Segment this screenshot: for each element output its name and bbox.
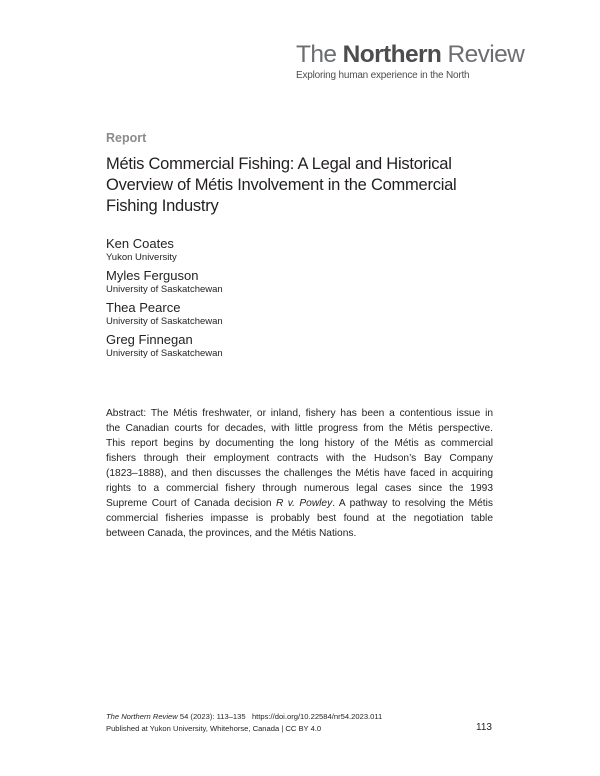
author-entry [106, 300, 406, 328]
journal-masthead [296, 41, 525, 81]
page-number: 113 [476, 722, 492, 733]
author-affiliation: University of Saskatchewan [106, 348, 223, 359]
abstract-line: commercial fisheries impasse is probably best found at the negotiation table [106, 513, 493, 524]
page-footer [106, 711, 493, 735]
abstract-line: Abstract: The Métis freshwater, or inland, fishery has been a contentious issue in [106, 408, 493, 419]
abstract-text: Supreme Court of Canada decision [106, 498, 276, 509]
abstract-text: . A pathway to resolving the Métis [332, 498, 493, 509]
section-label: Report [106, 131, 147, 145]
author-name: Ken Coates [106, 236, 174, 251]
abstract [106, 406, 493, 541]
article-title-line: Overview of Métis Involvement in the Commercial [106, 176, 457, 194]
abstract-line: (1823–1888), and then discusses the challenges the Métis have faced in acquiring [106, 468, 493, 479]
abstract-line [106, 496, 493, 511]
abstract-line: This report begins by documenting the long history of the Métis as commercial [106, 438, 493, 449]
author-affiliation: Yukon University [106, 252, 177, 263]
journal-title-bold: Northern [342, 41, 442, 68]
article-title [106, 154, 486, 217]
author-affiliation: University of Saskatchewan [106, 284, 223, 295]
journal-title [296, 41, 525, 68]
author-affiliation: University of Saskatchewan [106, 316, 223, 327]
citation-line [106, 711, 493, 723]
abstract-line: the Canadian courts for decades, with little progress from the Métis perspective. [106, 423, 493, 434]
author-name: Thea Pearce [106, 300, 181, 315]
abstract-line: fishers through their employment contracts with the Hudson’s Bay Company [106, 453, 493, 464]
journal-tagline: Exploring human experience in the North [296, 70, 470, 81]
doi-link[interactable]: https://doi.org/10.22584/nr54.2023.011 [251, 712, 383, 721]
article-title-line: Fishing Industry [106, 197, 219, 215]
author-list [106, 236, 406, 364]
abstract-line: rights to a commercial fishery through numerous legal cases since the 1993 [106, 483, 493, 494]
journal-title-suffix: Review [441, 41, 525, 68]
journal-title-prefix: The [296, 41, 343, 68]
footer-journal-name: The Northern Review [106, 712, 178, 721]
author-entry [106, 332, 406, 360]
author-entry [106, 268, 406, 296]
footer-citation: 54 (2023): 113–135 [177, 712, 246, 721]
abstract-line: between Canada, the provinces, and the Métis Nations. [106, 528, 357, 539]
author-name: Greg Finnegan [106, 332, 193, 347]
author-name: Myles Ferguson [106, 268, 199, 283]
publication-info: Published at Yukon University, Whitehorse, Canada | CC BY 4.0 [106, 724, 322, 733]
author-entry [106, 236, 406, 264]
case-name: R v. Powley [275, 498, 333, 509]
article-title-line: Métis Commercial Fishing: A Legal and Historical [106, 155, 452, 173]
